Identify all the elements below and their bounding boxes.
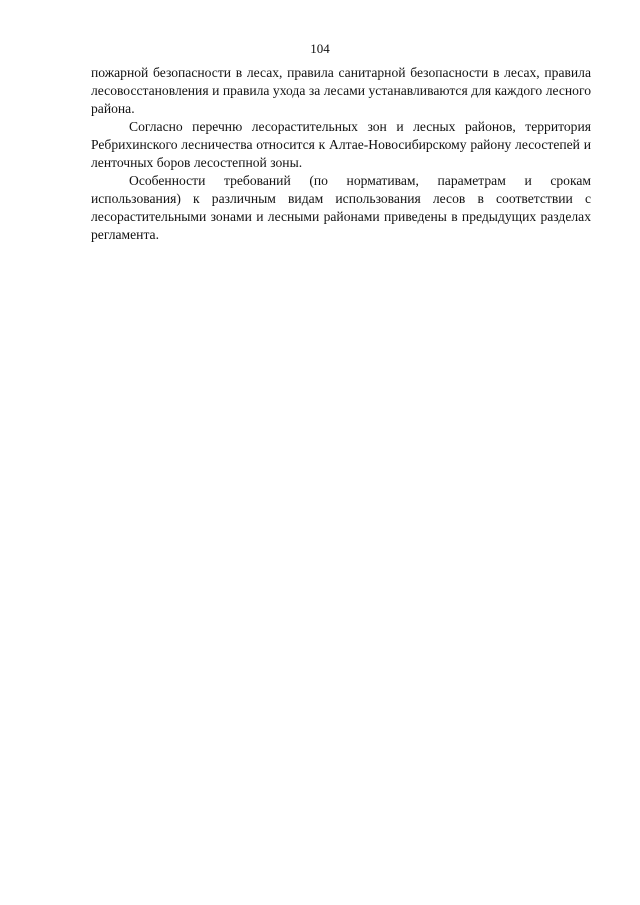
paragraph-continued: пожарной безопасности в лесах, правила санитарной безопасности в лесах, правила лесовосстановления и правила ухода за лесами устанавливаются для каждого лесного района. [91, 65, 591, 116]
page-number: 104 [310, 41, 330, 56]
paragraph-requirements: Особенности требований (по нормативам, параметрам и срокам использования) к различным видам использования лесов в соответствии с лесорастительными зонами и лесными районами приведены в предыдущих разделах регламента. [91, 173, 591, 242]
document-body [91, 64, 591, 244]
paragraph-forest-zones: Согласно перечню лесорастительных зон и лесных районов, территория Ребрихинского лесничества относится к Алтае-Новосибирскому району лесостепей и ленточных боров лесостепной зоны. [91, 119, 591, 170]
